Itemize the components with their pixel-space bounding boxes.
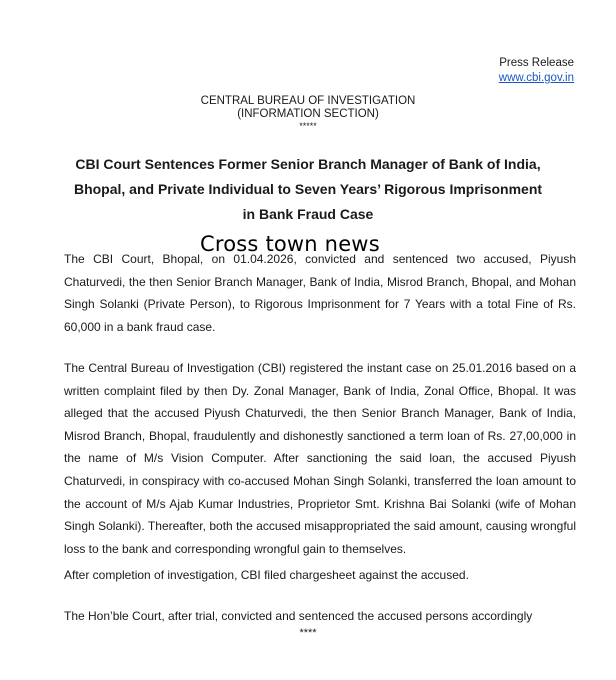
watermark-text: Cross town news	[200, 232, 380, 256]
section-name: (INFORMATION SECTION)	[237, 108, 379, 120]
release-type-label: Press Release	[499, 57, 574, 69]
agency-block	[0, 95, 616, 131]
paragraph-4: The Hon’ble Court, after trial, convicted and sentenced the accused persons accordingly	[64, 609, 533, 623]
header-separator: *****	[299, 121, 317, 131]
paragraph-1: The CBI Court, Bhopal, on 01.04.2026, convicted and sentenced two accused, Piyush Chaturvedi, the then Senior Branch Manager, Bank of India, Misrod Branch, Bhopal, and Mohan Singh Solanki (Private Person), to Rigorous Imprisonment for 7 Years with a total Fine of Rs. 60,000 in a bank fraud case.	[64, 252, 576, 334]
paragraph-2: The Central Bureau of Investigation (CBI) registered the instant case on 25.01.2016 based on a written complaint filed by then Dy. Zonal Manager, Bank of India, Zonal Office, Bhopal. It was alleged that the accused Piyush Chaturvedi, the then Senior Branch Manager, Bank of India, Misrod Branch, Bhopal, fraudulently and dishonestly sanctioned a term loan of Rs. 27,00,000 in the name of M/s Vision Computer. After sanctioning the said loan, the accused Piyush Chaturvedi, in conspiracy with co-accused Mohan Singh Solanki, transferred the loan amount to the account of M/s Ajab Kumar Industries, Proprietor Smt. Krishna Bai Solanki (wife of Mohan Singh Solanki). Thereafter, both the accused misappropriated the said amount, causing wrongful loss to the bank and corresponding wrongful gain to themselves.	[64, 361, 576, 556]
website-link[interactable]: www.cbi.gov.in	[498, 71, 574, 84]
paragraph-3: After completion of investigation, CBI filed chargesheet against the accused.	[64, 568, 469, 582]
agency-name: CENTRAL BUREAU OF INVESTIGATION	[200, 95, 416, 107]
end-marker: ****	[299, 627, 317, 639]
press-release-header	[499, 56, 574, 85]
headline: CBI Court Sentences Former Senior Branch Manager of Bank of India, Bhopal, and Private Individual to Seven Years’ Rigorous Imprisonment in Bank Fraud Case	[73, 156, 543, 222]
